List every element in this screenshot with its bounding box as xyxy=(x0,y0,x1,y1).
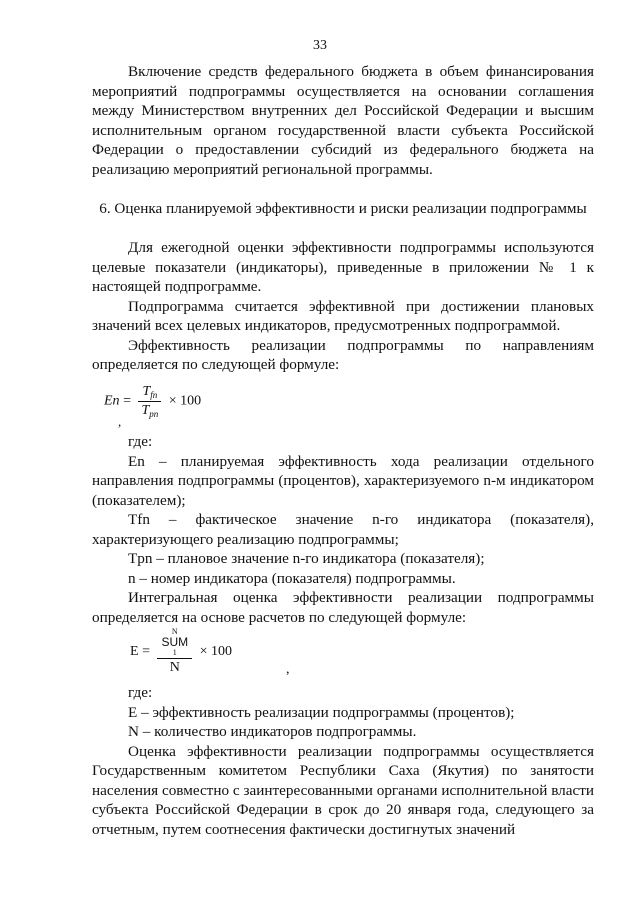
paragraph: Оценка эффективности реализации подпрограммы осуществляется Государственным комитетом Республики Саха (Якутия) по занятости населения совместно с заинтересованными органами исполнительной власти субъекта Российской Федерации в срок до 20 января года, следующего за отчетным, путем соотнесения фактически достигнутых значений xyxy=(92,742,594,838)
formula-lhs: E xyxy=(130,644,139,660)
formula-fraction xyxy=(138,384,161,419)
formula-e xyxy=(130,628,232,676)
formula-numerator: N SUM 1 xyxy=(157,628,192,659)
paragraphs-a xyxy=(92,238,594,375)
section-heading: 6. Оценка планируемой эффективности и риски реализации подпрограммы xyxy=(99,200,587,217)
formula-numerator: $T_{fn}$ xyxy=(138,384,161,402)
paragraph: Tfn – фактическое значение n-го индикатора (показателя), характеризующего реализацию подпрограммы; xyxy=(92,511,594,548)
paragraph: Для ежегодной оценки эффективности подпрограммы используются целевые показатели (индикаторы), приведенные в приложении № 1 к настоящей подпрограмме. xyxy=(92,239,594,295)
paragraphs-c xyxy=(92,683,594,839)
formula-comma: , xyxy=(118,414,122,429)
formula-eq: = xyxy=(142,644,150,660)
formula-lhs: En xyxy=(104,393,120,409)
paragraph: Эффективность реализации подпрограммы по направлениям определяется по следующей формуле: xyxy=(92,336,594,373)
formula-times: × 100 xyxy=(168,393,202,409)
intro-block xyxy=(92,62,594,179)
paragraph: E – эффективность реализации подпрограммы (процентов); xyxy=(128,703,515,721)
formula-eq: = xyxy=(123,393,131,409)
paragraph: где: xyxy=(128,684,153,701)
paragraph: Интегральная оценка эффективности реализации подпрограммы определяется на основе расчетов по следующей формуле: xyxy=(92,589,594,626)
formula-times: × 100 xyxy=(199,644,233,660)
formula-denominator: N xyxy=(169,660,180,675)
paragraph: где: xyxy=(128,433,153,450)
page-number: 33 xyxy=(313,38,327,53)
formula-fraction xyxy=(157,628,192,676)
formula-denominator: $T_{pn}$ xyxy=(141,403,159,419)
paragraph: N – количество индикаторов подпрограммы. xyxy=(128,723,417,740)
paragraph: En – планируемая эффективность хода реализации отдельного направления подпрограммы (процентов), характеризуемого n-м индикатором (показателем); xyxy=(92,452,594,509)
paragraph: Tpn – плановое значение n-го индикатора (показателя); xyxy=(128,550,485,567)
paragraphs-b xyxy=(92,432,594,627)
paragraph: n – номер индикатора (показателя) подпрограммы. xyxy=(128,569,456,587)
formula-comma: , xyxy=(286,662,290,677)
intro-paragraph: Включение средств федерального бюджета в объем финансирования мероприятий подпрограммы осуществляется на основании соглашения между Министерством внутренних дел Российской Федерации и высшим исполнительным органом государственной власти субъекта Российской Федерации о предоставлении субсидий из федерального бюджета на реализацию мероприятий региональной программы. xyxy=(92,63,594,178)
paragraph: Подпрограмма считается эффективной при достижении плановых значений всех целевых индикаторов, предусмотренных подпрограммой. xyxy=(92,297,594,334)
